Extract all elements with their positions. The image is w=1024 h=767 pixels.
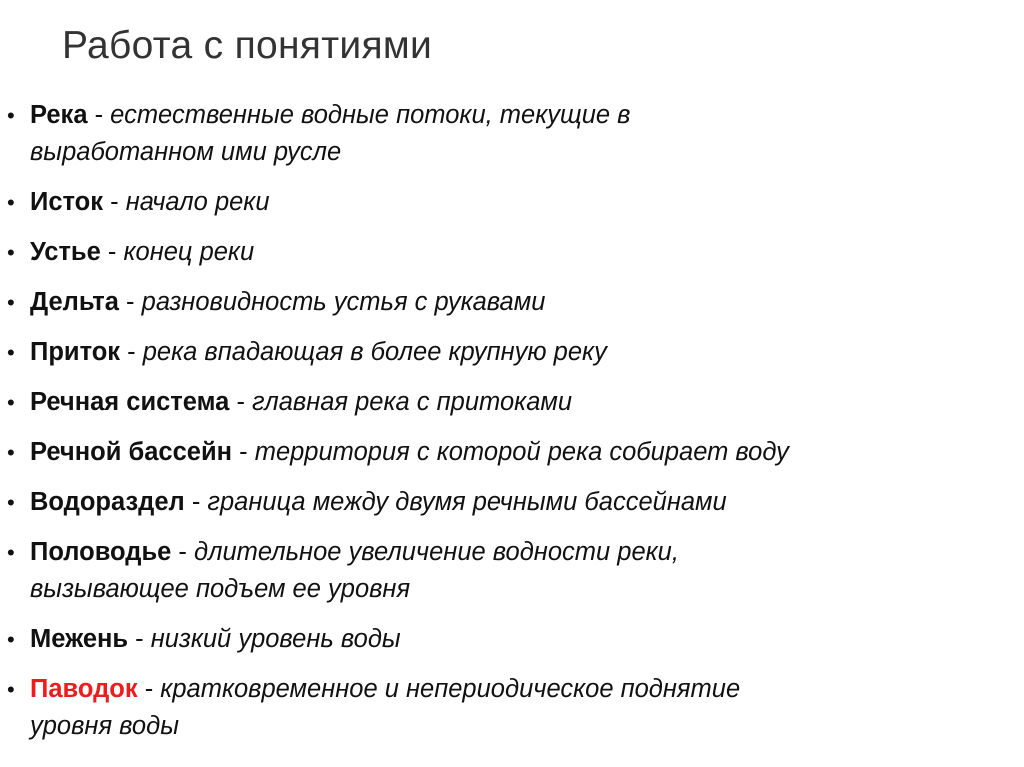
term-separator: -	[128, 625, 151, 653]
definition-continuation: выработанном ими русле	[30, 138, 342, 166]
bullet-icon: •	[7, 490, 15, 515]
definition: длительное увеличение водности реки,	[194, 538, 679, 566]
term-list	[0, 97, 1010, 758]
list-item	[0, 621, 1010, 658]
list-item	[0, 184, 1010, 221]
term: Речная система	[30, 388, 230, 416]
term-separator: -	[87, 101, 111, 129]
bullet-icon: •	[7, 540, 15, 565]
term: Устье	[30, 238, 101, 266]
bullet-icon: •	[7, 440, 15, 465]
term-separator: -	[103, 188, 126, 216]
bullet-icon: •	[7, 390, 15, 415]
definition: конец реки	[123, 238, 255, 266]
definition: кратковременное и непериодическое поднятие	[160, 675, 741, 703]
bullet-icon: •	[7, 627, 15, 652]
definition: низкий уровень воды	[150, 625, 401, 653]
term-separator: -	[120, 338, 143, 366]
bullet-icon: •	[7, 190, 15, 215]
list-item	[0, 234, 1010, 271]
definition: начало реки	[125, 188, 270, 216]
definition: граница между двумя речными бассейнами	[207, 488, 727, 516]
term: Исток	[30, 188, 104, 216]
list-item	[0, 534, 1010, 608]
term: Межень	[30, 625, 129, 653]
bullet-icon: •	[7, 103, 15, 128]
term-highlighted: Паводок	[30, 675, 138, 703]
slide-title: Работа с понятиями	[62, 24, 433, 67]
term: Приток	[30, 338, 121, 366]
term-separator: -	[232, 438, 255, 466]
bullet-icon: •	[7, 240, 15, 265]
term: Река	[30, 101, 88, 129]
definition: главная река с притоками	[252, 388, 573, 416]
bullet-icon: •	[7, 340, 15, 365]
list-item	[0, 284, 1010, 321]
term-separator: -	[171, 538, 195, 566]
term: Дельта	[30, 288, 119, 316]
definition: территория с которой река собирает воду	[254, 438, 789, 466]
definition-continuation: вызывающее подъем ее уровня	[30, 575, 411, 603]
list-item	[0, 671, 1010, 745]
term: Половодье	[30, 538, 172, 566]
term-separator: -	[137, 675, 161, 703]
term: Водораздел	[30, 488, 185, 516]
term-separator: -	[100, 238, 124, 266]
list-item	[0, 384, 1010, 421]
term-separator: -	[184, 488, 208, 516]
list-item	[0, 484, 1010, 521]
definition: разновидность устья с рукавами	[141, 288, 546, 316]
term: Речной бассейн	[30, 438, 233, 466]
definition-continuation: уровня воды	[30, 712, 179, 740]
bullet-icon: •	[7, 290, 15, 315]
term-separator: -	[229, 388, 253, 416]
list-item	[0, 434, 1010, 471]
definition: естественные водные потоки, текущие в	[110, 101, 631, 129]
definition: река впадающая в более крупную реку	[142, 338, 607, 366]
list-item	[0, 97, 1010, 171]
bullet-icon: •	[7, 677, 15, 702]
term-separator: -	[118, 288, 142, 316]
list-item	[0, 334, 1010, 371]
